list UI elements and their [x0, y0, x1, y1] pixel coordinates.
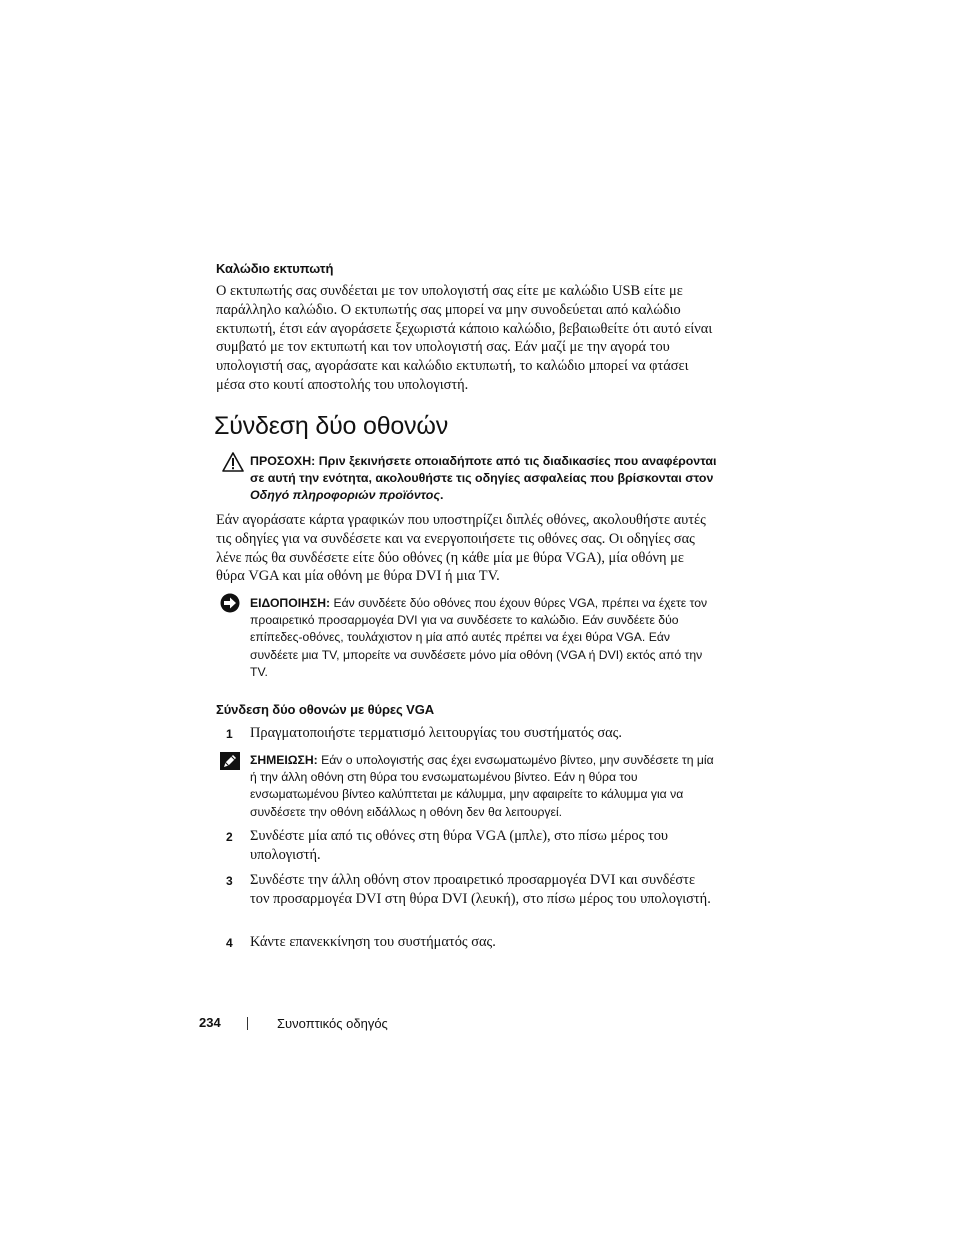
- caution-text-main: Πριν ξεκινήσετε οποιαδήποτε από τις διαδικασίες που αναφέρονται σε αυτή την ενότητα, ακολουθήστε τις οδηγίες ασφαλείας που βρίσκονται στον: [250, 454, 717, 486]
- step-text: Κάντε επανεκκίνηση του συστήματός σας.: [250, 934, 496, 950]
- notice-text: [250, 595, 718, 681]
- note-text: [250, 752, 718, 821]
- notice-arrow-icon: [220, 593, 240, 613]
- notice-text-main: Εάν συνδέετε δύο οθόνες που έχουν θύρες VGA, πρέπει να έχετε τον προαιρετικό προσαρμογέα DVI για να συνδέσετε το καλώδιο. Εάν συνδέετε δύο επίπεδες-οθόνες, τουλάχιστον η μία από αυτές πρέπει να έχει θύρα VGA. Εάν συνδέετε μια TV, μπορείτε να συνδέσετε μόνο μία οθόνη (VGA ή DVI) εκτός από την TV.: [250, 596, 708, 679]
- caution-label: ΠΡΟΣΟΧΗ:: [250, 454, 316, 468]
- footer-separator: [247, 1017, 248, 1030]
- step-text: Πραγματοποιήστε τερματισμό λειτουργίας του συστήματός σας.: [250, 725, 622, 741]
- step-text: Συνδέστε την άλλη οθόνη στον προαιρετικό προσαρμογέα DVI και συνδέστε τον προσαρμογέα DVI στη θύρα DVI (λευκή), στο πίσω μέρος του υπολογιστή.: [250, 872, 711, 907]
- vga-heading: Σύνδεση δύο οθονών με θύρες VGA: [216, 702, 435, 717]
- caution-text: [250, 453, 720, 505]
- printer-cable-paragraph: Ο εκτυπωτής σας συνδέεται με τον υπολογιστή σας είτε με καλώδιο USB είτε με παράλληλο καλώδιο. Ο εκτυπωτής σας μπορεί να μην συνοδεύεται από καλώδιο εκτυπωτή, έτσι εάν αγοράσετε ξεχωριστά κάποιο καλώδιο, βεβαιωθείτε ότι αυτό είναι συμβατό με τον εκτυπωτή και τον υπολογιστή σας. Εάν μαζί με την αγορά του υπολογιστή σας, αγοράσατε και καλώδιο εκτυπωτή, το καλώδιο μπορεί να φτάσει μέσα στο κουτί αποστολής του υπολογιστή.: [216, 283, 713, 393]
- caution-triangle-icon: [222, 452, 244, 472]
- step-number: 3: [226, 874, 233, 888]
- dual-monitor-paragraph: Εάν αγοράσατε κάρτα γραφικών που υποστηρίζει διπλές οθόνες, ακολουθήστε αυτές τις οδηγίες για να συνδέσετε και να ενεργοποιήσετε τις οθόνες σας. Οι οδηγίες σας λένε πώς θα συνδέσετε είτε δύο οθόνες (η κάθε μία με θύρα VGA), μία οθόνη με θύρα VGA και μία οθόνη με θύρα DVI ή μια TV.: [216, 512, 706, 585]
- section-title: Σύνδεση δύο οθονών: [214, 412, 449, 440]
- footer-book-title: Συνοπτικός οδηγός: [277, 1016, 388, 1031]
- note-label: ΣΗΜΕΙΩΣΗ:: [250, 753, 318, 767]
- note-text-main: Εάν ο υπολογιστής σας έχει ενσωματωμένο βίντεο, μην συνδέσετε τη μία ή την άλλη οθόνη στη θύρα του ενσωματωμένου βίντεο. Εάν η θύρα του ενσωματωμένου βίντεο καλύπτεται με κάλυμμα, μην αφαιρείτε το κάλυμμα για να συνδέσετε την οθόνη ειδάλλως η οθόνη δεν θα λειτουργεί.: [250, 753, 714, 819]
- note-pencil-icon: [220, 752, 240, 770]
- step-text: Συνδέστε μία από τις οθόνες στη θύρα VGA (μπλε), στο πίσω μέρος του υπολογιστή.: [250, 828, 669, 863]
- printer-cable-heading: Καλώδιο εκτυπωτή: [216, 261, 334, 276]
- page-number: 234: [199, 1015, 221, 1030]
- step-number: 4: [226, 936, 233, 950]
- step-number: 2: [226, 830, 233, 844]
- notice-label: ΕΙΔΟΠΟΙΗΣΗ:: [250, 596, 331, 610]
- caution-guide-name: Οδηγό πληροφοριών προϊόντος: [250, 488, 440, 503]
- caution-text-end: .: [439, 488, 444, 503]
- step-number: 1: [226, 727, 233, 741]
